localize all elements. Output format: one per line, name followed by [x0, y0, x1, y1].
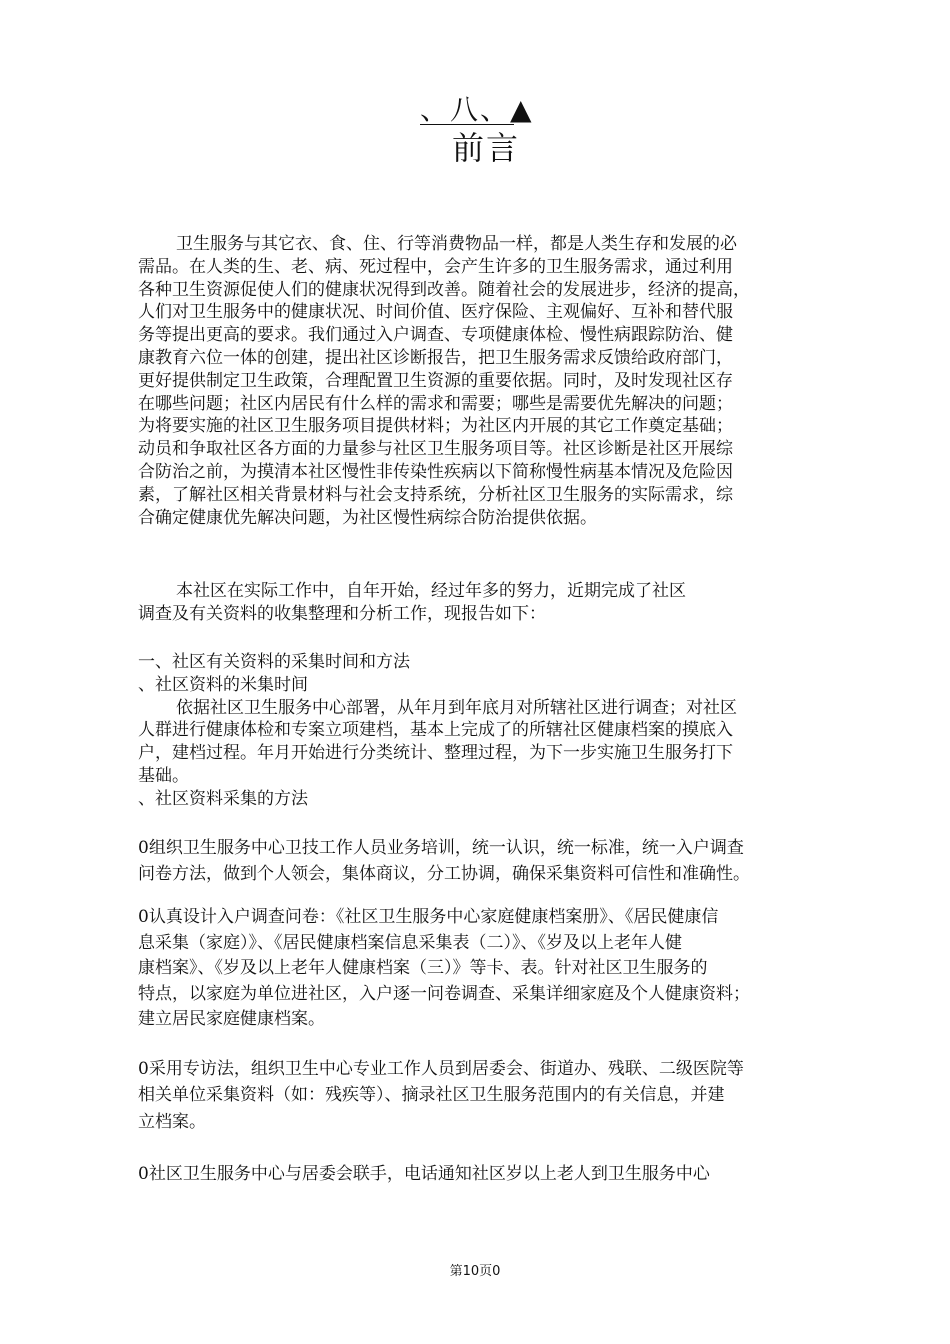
text-line: 人们对卫生服务中的健康状况、时间价值、医疗保险、主观偏好、互补和替代服: [138, 302, 733, 323]
list-item: [138, 1056, 830, 1135]
text-line: 建立居民家庭健康档案。: [138, 1009, 325, 1030]
page-title: 前言: [452, 129, 521, 167]
text-line: 问卷方法，做到个人领会，集体商议，分工协调，确保采集资料可信性和准确性。: [138, 863, 750, 884]
text-line: 0组织卫生服务中心卫技工作人员业务培训，统一认识，统一标准，统一入户调查: [138, 838, 744, 858]
intro-paragraph: [138, 233, 830, 529]
text-line: 人群进行健康体检和专案立项建档，基本上完成了的所辖社区健康档案的摸底入: [138, 720, 733, 741]
text-line: 息采集（家庭）》、《居民健康档案信息采集表（二）》、《岁及以上老年人健: [138, 932, 682, 953]
text-line: 康档案》、《岁及以上老年人健康档案（三）》等卡、表。针对社区卫生服务的: [138, 958, 708, 979]
page-number: 第10页0: [449, 1264, 501, 1279]
text-line: 0采用专访法，组织卫生中心专业工作人员到居委会、街道办、残联、二级医院等: [138, 1059, 744, 1079]
section-1: [138, 651, 830, 811]
text-line: 更好提供制定卫生政策，合理配置卫生资源的重要依据。同时，及时发现社区存: [138, 370, 733, 391]
text-line: 各种卫生资源促使人们的健康状况得到改善。随着社会的发展进步，经济的提高，: [138, 279, 750, 300]
section-heading: 一、社区有关资料的采集时间和方法: [138, 652, 410, 672]
text-line: 依据社区卫生服务中心部署，从年月到年底月对所辖社区进行调查；对社区: [176, 697, 737, 718]
subsection-heading: 、社区资料的米集时间: [138, 674, 308, 695]
text-line: 需品。在人类的生、老、病、死过程中，会产生许多的卫生服务需求，通过利用: [138, 256, 733, 277]
text-line: 在哪些问题；社区内居民有什么样的需求和需要；哪些是需要优先解决的问题；: [138, 393, 733, 414]
text-line: 合确定健康优先解决问题，为社区慢性病综合防治提供依据。: [138, 507, 597, 528]
text-line: 特点，以家庭为单位进社区，入户逐一问卷调查、采集详细家庭及个人健康资料；: [138, 983, 750, 1004]
header-mark-underline: [420, 124, 514, 125]
text-line: 立档案。: [138, 1111, 206, 1132]
list-item: [138, 1161, 830, 1187]
subsection-heading: 、社区资料采集的方法: [138, 788, 308, 809]
text-line: 合防治之前，为摸清本社区慢性非传染性疾病以下简称慢性病基本情况及危险因: [138, 461, 733, 482]
header-mark: 、八、▲: [420, 93, 534, 126]
text-line: 相关单位采集资料（如：残疾等）、摘录社区卫生服务范围内的有关信息，并建: [138, 1085, 725, 1106]
text-line: 0社区卫生服务中心与居委会联手，电话通知社区岁以上老人到卫生服务中心: [138, 1164, 710, 1184]
report-intro-paragraph: [138, 580, 830, 626]
text-line: 0认真设计入户调查问卷：《社区卫生服务中心家庭健康档案册》、《居民健康信: [138, 907, 719, 927]
text-line: 户，建档过程。年月开始进行分类统计、整理过程，为下一步实施卫生服务打下: [138, 743, 733, 764]
text-line: 本社区在实际工作中，自年开始，经过年多的努力，近期完成了社区: [176, 581, 686, 601]
text-line: 卫生服务与其它衣、食、住、行等消费物品一样，都是人类生存和发展的必: [176, 234, 737, 254]
text-line: 为将要实施的社区卫生服务项目提供材料；为社区内开展的其它工作奠定基础；: [138, 416, 733, 437]
list-item: [138, 905, 830, 1033]
list-item: [138, 836, 830, 887]
text-line: 基础。: [138, 765, 189, 786]
text-line: 动员和争取社区各方面的力量参与社区卫生服务项目等。社区诊断是社区开展综: [138, 439, 733, 460]
text-line: 务等提出更高的要求。我们通过入户调查、专项健康体检、慢性病跟踪防治、健: [138, 325, 733, 346]
text-line: 康教育六位一体的创建，提出社区诊断报告，把卫生服务需求反馈给政府部门，: [138, 347, 733, 368]
text-line: 素，了解社区相关背景材料与社会支持系统，分析社区卫生服务的实际需求，综: [138, 484, 733, 505]
text-line: 调查及有关资料的收集整理和分析工作，现报告如下：: [138, 603, 546, 624]
